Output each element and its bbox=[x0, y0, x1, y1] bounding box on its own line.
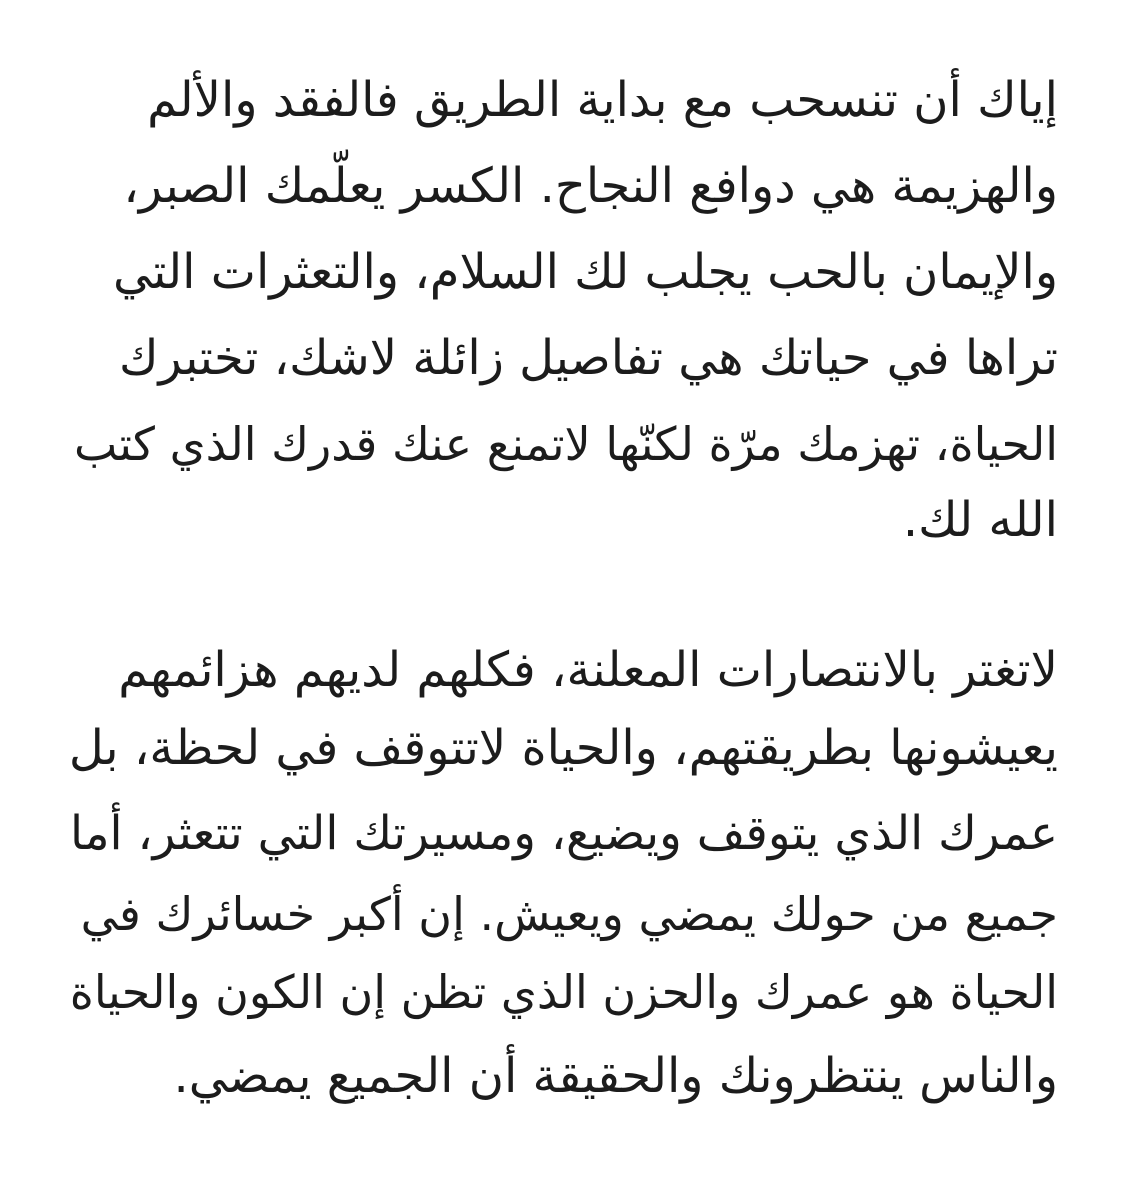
paragraph-1-line-1: إياك أن تنسحب مع بداية الطريق فالفقد والألم bbox=[147, 72, 1058, 128]
paragraph-1-line-4: تراها في حياتك هي تفاصيل زائلة لاشك، تختبرك bbox=[118, 330, 1058, 386]
paragraph-2-line-6: والناس ينتظرونك والحقيقة أن الجميع يمضي. bbox=[173, 1048, 1058, 1104]
paragraph-2-line-5: الحياة هو عمرك والحزن الذي تظن إن الكون والحياة bbox=[69, 965, 1058, 1019]
paragraph-2-line-1: لاتغتر بالانتصارات المعلنة، فكلهم لديهم هزائمهم bbox=[118, 642, 1058, 698]
paragraph-1-line-3: والإيمان بالحب يجلب لك السلام، والتعثرات التي bbox=[113, 244, 1058, 300]
paragraph-2-line-3: عمرك الذي يتوقف ويضيع، ومسيرتك التي تتعثر، أما bbox=[70, 806, 1058, 861]
paragraph-2-line-2: يعيشونها بطريقتهم، والحياة لاتتوقف في لحظة، بل bbox=[68, 720, 1058, 776]
paragraph-1-line-5: الحياة، تهزمك مرّة لكنّها لاتمنع عنك قدرك الذي كتب bbox=[74, 417, 1058, 471]
paragraph-1-line-2: والهزيمة هي دوافع النجاح. الكسر يعلّمك الصبر، bbox=[123, 158, 1058, 214]
paragraph-1-line-6: الله لك. bbox=[902, 492, 1058, 548]
paragraph-2-line-4: جميع من حولك يمضي ويعيش. إن أكبر خسائرك في bbox=[80, 887, 1058, 941]
